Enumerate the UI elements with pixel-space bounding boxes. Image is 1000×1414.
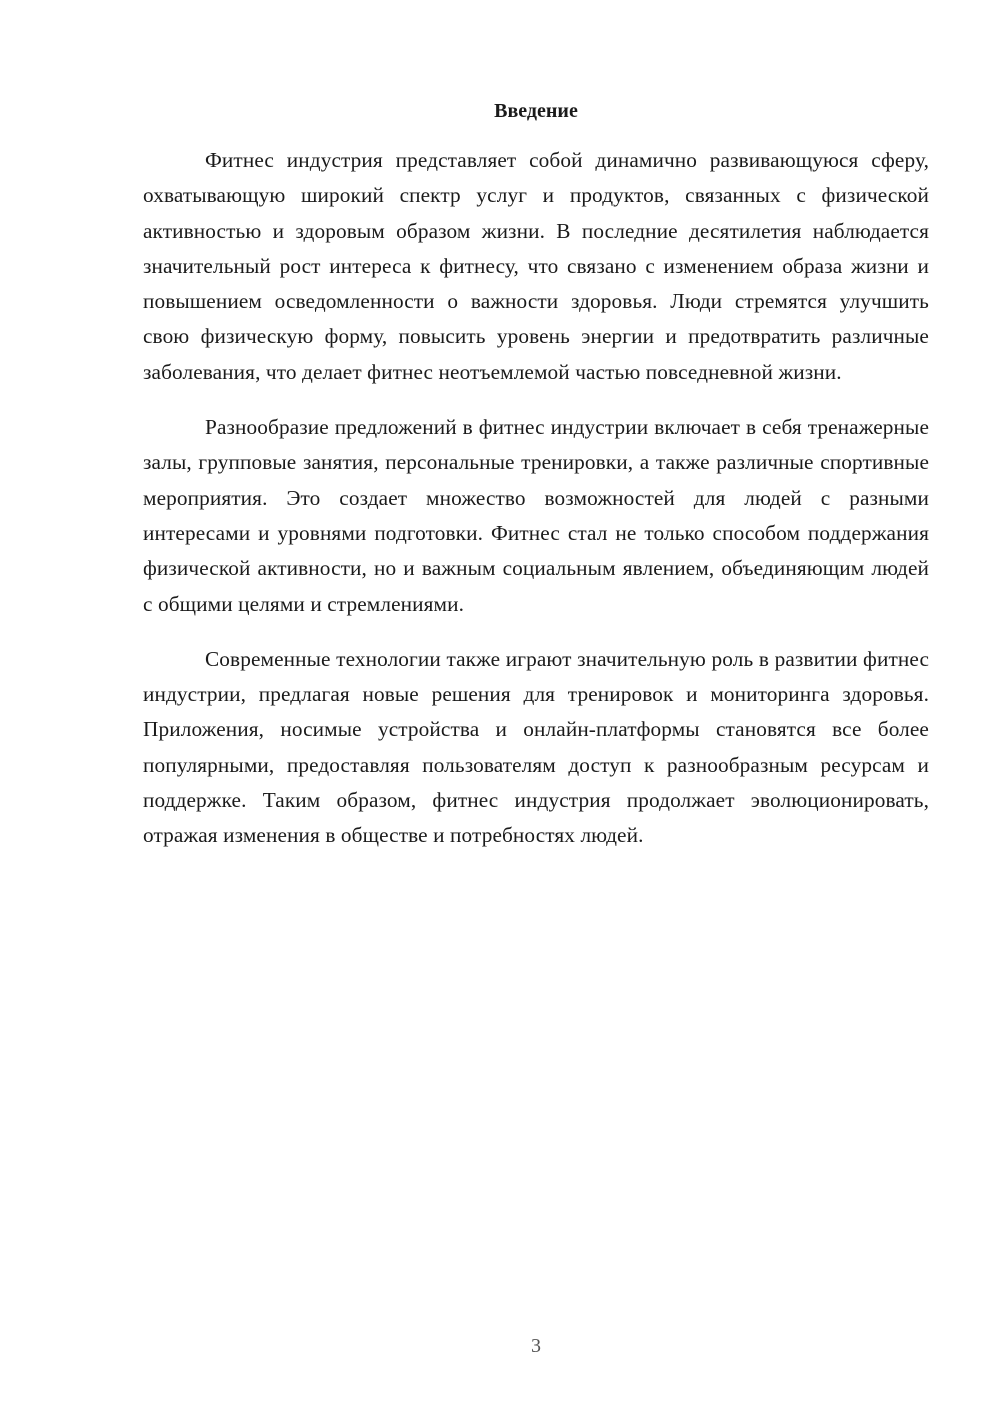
paragraph-2: Разнообразие предложений в фитнес индустрии включает в себя тренажерные залы, групповые занятия, персональные тренировки, а также различные спортивные мероприятия. Это создает множество возможностей для людей с разными интересами и уровнями подготовки. Фитнес стал не только способом поддержания физической активности, но и важным социальным явлением, объединяющим людей с общими целями и стремлениями. xyxy=(143,415,929,616)
page-number: 3 xyxy=(531,1335,541,1357)
section-title: Введение xyxy=(494,100,578,122)
paragraph-3: Современные технологии также играют значительную роль в развитии фитнес индустрии, предлагая новые решения для тренировок и мониторинга здоровья. Приложения, носимые устройства и онлайн-платформы становятся все более популярными, предоставляя пользователям доступ к разнообразным ресурсам и поддержке. Таким образом, фитнес индустрия продолжает эволюционировать, отражая изменения в обществе и потребностях людей. xyxy=(143,646,929,848)
body-text xyxy=(143,143,929,874)
paragraph-1: Фитнес индустрия представляет собой динамично развивающуюся сферу, охватывающую широкий спектр услуг и продуктов, связанных с физической активностью и здоровым образом жизни. В последние десятилетия наблюдается значительный рост интереса к фитнесу, что связано с изменением образа жизни и повышением осведомленности о важности здоровья. Люди стремятся улучшить свою физическую форму, повысить уровень энергии и предотвратить различные заболевания, что делает фитнес неотъемлемой частью повседневной жизни. xyxy=(143,148,929,384)
